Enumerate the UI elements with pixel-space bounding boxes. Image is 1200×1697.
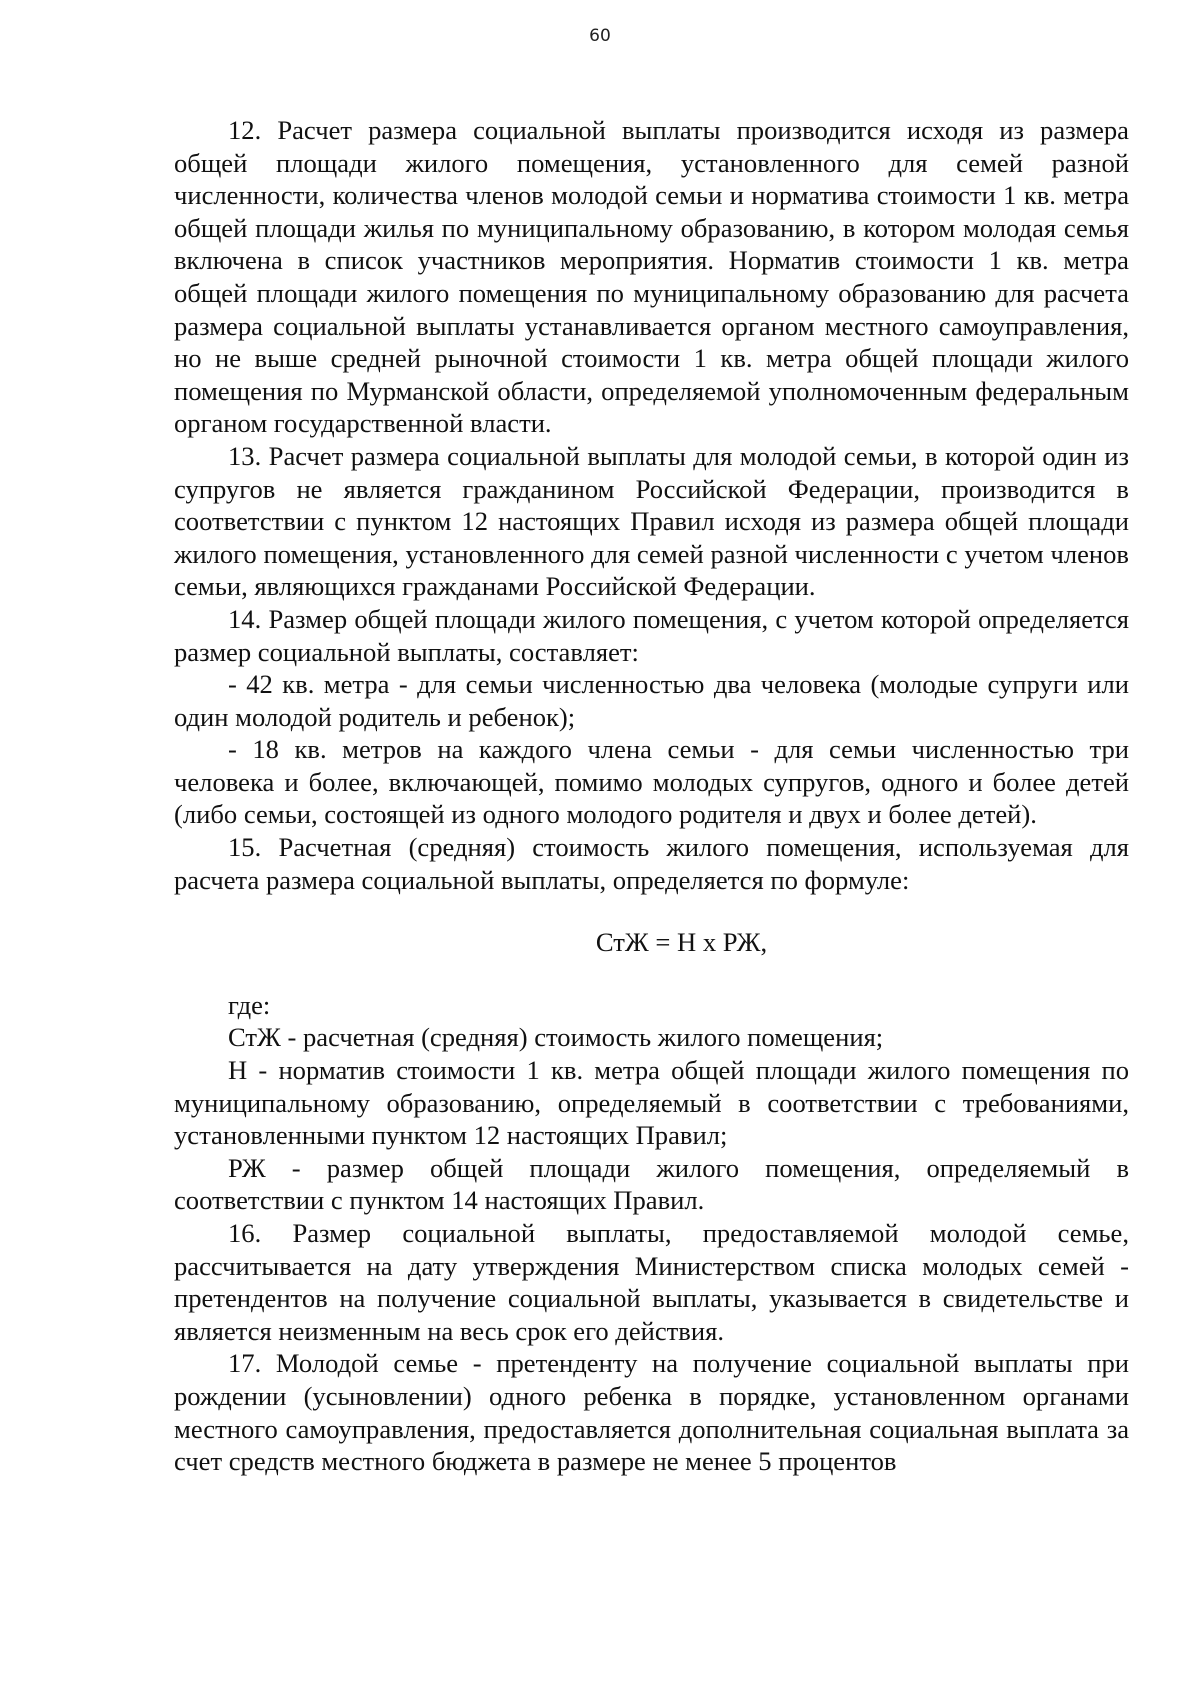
document-body xyxy=(174,114,1129,1478)
page-number: 60 xyxy=(589,26,611,46)
definition-n: Н - норматив стоимости 1 кв. метра общей площади жилого помещения по муниципальному образованию, определяемый в соответствии с требованиями, установленными пунктом 12 настоящих Правил; xyxy=(174,1055,1129,1151)
paragraph-14: 14. Размер общей площади жилого помещения, с учетом которой определяется размер социальной выплаты, составляет: xyxy=(174,603,1129,667)
definition-rzh: РЖ - размер общей площади жилого помещения, определяемый в соответствии с пунктом 14 настоящих Правил. xyxy=(174,1152,1129,1216)
paragraph-12: 12. Расчет размера социальной выплаты производится исходя из размера общей площади жилого помещения, установленного для семей разной численности, количества членов молодой семьи и норматива стоимости 1 кв. метра общей площади жилья по муниципальному образованию, в котором молодая семья включена в список участников мероприятия. Норматив стоимости 1 кв. метра общей площади жилого помещения по муниципальному образованию для расчета размера социальной выплаты устанавливается органом местного самоуправления, но не выше средней рыночной стоимости 1 кв. метра общей площади жилого помещения по Мурманской области, определяемой уполномоченным федеральным органом государственной власти. xyxy=(174,115,1129,439)
paragraph-14-item-b: - 18 кв. метров на каждого члена семьи - для семьи численностью три человека и более, включающей, помимо молодых супругов, одного и более детей (либо семьи, состоящей из одного молодого родителя и двух и более детей). xyxy=(174,734,1129,830)
formula: СтЖ = Н х РЖ, xyxy=(595,927,768,958)
paragraph-17: 17. Молодой семье - претенденту на получение социальной выплаты при рождении (усыновлении) одного ребенка в порядке, установленном органами местного самоуправления, предоставляется дополнительная социальная выплата за счет средств местного бюджета в размере не менее 5 процентов xyxy=(174,1348,1129,1477)
paragraph-14-item-a: - 42 кв. метра - для семьи численностью два человека (молодые супруги или один молодой родитель и ребенок); xyxy=(174,669,1129,732)
paragraph-16: 16. Размер социальной выплаты, предоставляемой молодой семье, рассчитывается на дату утверждения Министерством списка молодых семей - претендентов на получение социальной выплаты, указывается в свидетельстве и является неизменным на весь срок его действия. xyxy=(174,1218,1129,1346)
definition-stzh: СтЖ - расчетная (средняя) стоимость жилого помещения; xyxy=(228,1022,884,1053)
paragraph-13: 13. Расчет размера социальной выплаты для молодой семьи, в которой один из супругов не является гражданином Российской Федерации, производится в соответствии с пунктом 12 настоящих Правил исходя из размера общей площади жилого помещения, установленного для семей разной численности с учетом членов семьи, являющихся гражданами Российской Федерации. xyxy=(174,440,1129,602)
formula-where: где: xyxy=(228,989,271,1020)
paragraph-15: 15. Расчетная (средняя) стоимость жилого помещения, используемая для расчета размера социальной выплаты, определяется по формуле: xyxy=(174,832,1129,895)
